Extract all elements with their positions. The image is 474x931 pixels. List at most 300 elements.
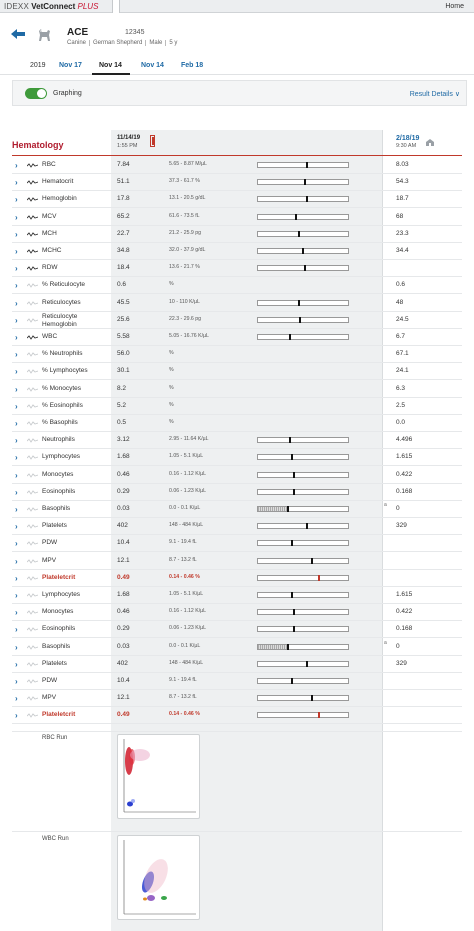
result-row[interactable] (12, 673, 462, 690)
range-bar (257, 558, 349, 564)
trend-sparkline-icon (27, 610, 38, 615)
result-row[interactable] (12, 209, 462, 226)
wbc-scatter-icon (118, 836, 201, 921)
analyte-value: 0.49 (117, 711, 130, 719)
result-row[interactable] (12, 174, 462, 191)
range-bar (257, 196, 349, 202)
result-row[interactable] (12, 363, 462, 380)
analyte-name: Eosinophils (42, 625, 76, 633)
expand-chevron-icon[interactable]: › (15, 642, 18, 652)
result-details-dropdown[interactable]: Result Details ∨ (409, 91, 460, 98)
section-title: Hematology (12, 140, 64, 150)
reference-range: 148 - 484 K/µL (169, 659, 204, 666)
analyte-value: 30.1 (117, 367, 130, 375)
home-link[interactable]: Home (445, 3, 464, 10)
range-bar (257, 523, 349, 529)
reference-range: 13.6 - 21.7 % (169, 264, 200, 271)
tab-nov-14[interactable]: Nov 14 (141, 62, 164, 69)
expand-chevron-icon[interactable]: › (15, 522, 18, 532)
result-row[interactable] (12, 535, 462, 552)
expand-chevron-icon[interactable]: › (15, 264, 18, 274)
previous-value: 34.4 (396, 247, 409, 254)
value-marker (302, 248, 304, 254)
analyte-name: % Basophils (42, 419, 78, 426)
analyte-value: 22.7 (117, 229, 130, 237)
trend-sparkline-icon (27, 627, 38, 632)
analyte-name: PDW (42, 539, 58, 547)
result-row[interactable] (12, 295, 462, 312)
expand-chevron-icon[interactable]: › (15, 178, 18, 188)
wbc-run-plot[interactable] (117, 835, 200, 920)
range-bar (257, 454, 349, 460)
previous-value: 54.3 (396, 178, 409, 186)
trend-sparkline-icon (27, 318, 38, 323)
reference-range: % (169, 401, 174, 408)
result-row[interactable] (12, 329, 462, 346)
expand-chevron-icon[interactable]: › (15, 556, 18, 566)
plot-divider (12, 731, 462, 732)
reference-range: 5.65 - 8.87 M/µL (169, 161, 207, 167)
patient-name: ACE (67, 27, 89, 38)
expand-chevron-icon[interactable]: › (15, 281, 18, 291)
analyte-value: 402 (117, 522, 128, 530)
tab-feb-18[interactable]: Feb 18 (181, 62, 204, 69)
result-row[interactable] (12, 226, 462, 243)
reference-range: % (169, 384, 174, 391)
expand-chevron-icon[interactable]: › (15, 677, 18, 686)
expand-chevron-icon[interactable]: › (15, 711, 18, 721)
expand-chevron-icon[interactable]: › (15, 505, 18, 514)
reference-range: 13.1 - 20.5 g/dL (169, 195, 206, 202)
back-arrow-icon[interactable] (11, 29, 25, 39)
analyte-name: Reticulocytes (42, 298, 81, 306)
analyte-name: Platelets (42, 522, 67, 530)
range-bar (257, 661, 349, 667)
result-row[interactable] (12, 467, 462, 484)
analyte-value: 0.29 (117, 487, 130, 495)
trend-sparkline-icon (27, 197, 38, 202)
trend-sparkline-icon (27, 215, 38, 220)
value-marker (298, 300, 300, 306)
value-marker (291, 454, 293, 460)
trend-sparkline-icon (27, 438, 38, 443)
analyte-value: 1.68 (117, 453, 130, 461)
expand-chevron-icon[interactable]: › (15, 333, 18, 342)
reference-range: 0.16 - 1.12 K/µL (169, 470, 207, 477)
expand-chevron-icon[interactable]: › (15, 470, 18, 480)
rbc-run-label: RBC Run (42, 735, 68, 741)
previous-value: 2.5 (396, 401, 406, 409)
dog-icon (36, 27, 52, 43)
trend-sparkline-icon (27, 404, 38, 409)
previous-value: 68 (396, 212, 404, 220)
reference-range: 37.3 - 61.7 % (169, 178, 200, 185)
trend-sparkline-icon (27, 301, 38, 306)
range-bar (257, 334, 349, 340)
expand-chevron-icon[interactable]: › (15, 212, 18, 222)
expand-chevron-icon[interactable]: › (15, 401, 18, 411)
analyte-name: % Monocytes (42, 384, 82, 392)
trend-sparkline-icon (27, 283, 38, 288)
current-date: 11/14/19 (117, 135, 141, 141)
range-bar (257, 540, 349, 546)
analyte-value: 34.8 (117, 247, 130, 254)
analyte-value: 0.46 (117, 608, 130, 616)
trend-sparkline-icon (27, 541, 38, 546)
result-row[interactable] (12, 690, 462, 707)
graphing-toggle[interactable] (25, 88, 47, 99)
result-row[interactable] (12, 639, 462, 656)
tab-nov-17[interactable]: Nov 17 (59, 62, 82, 69)
reference-range: % (169, 419, 174, 425)
previous-time: 9:30 AM (396, 143, 417, 149)
reference-range: 32.0 - 37.9 g/dL (169, 247, 206, 253)
trend-sparkline-icon (27, 232, 38, 237)
range-bar (257, 575, 349, 581)
patient-breed: German Shepherd (90, 40, 146, 46)
expand-chevron-icon[interactable]: › (15, 539, 18, 549)
graphing-label: Graphing (53, 90, 82, 97)
value-marker (293, 489, 295, 495)
value-marker (293, 626, 295, 632)
analyte-name: Basophils (42, 505, 71, 512)
expand-chevron-icon[interactable]: › (15, 384, 18, 394)
value-marker (304, 179, 306, 185)
analyte-value: 10.4 (117, 539, 130, 547)
previous-value: 0.168 (396, 625, 413, 633)
analyte-name: Neutrophils (42, 436, 75, 444)
value-marker (311, 695, 313, 701)
previous-value: 48 (396, 298, 404, 306)
analyte-value: 65.2 (117, 212, 130, 220)
value-marker (318, 575, 320, 581)
analyte-name: PDW (42, 677, 58, 684)
previous-date[interactable]: 2/18/19 (396, 135, 420, 142)
trend-sparkline-icon (27, 180, 38, 185)
expand-chevron-icon[interactable]: › (15, 247, 18, 256)
trend-sparkline-icon (27, 266, 38, 271)
expand-chevron-icon[interactable]: › (15, 625, 18, 635)
result-row[interactable] (12, 432, 462, 449)
patient-id: 12345 (125, 29, 145, 36)
result-row[interactable] (12, 157, 462, 174)
range-bar (257, 626, 349, 632)
range-bar (257, 179, 349, 185)
reference-range: 148 - 484 K/µL (169, 522, 204, 529)
tab-year-2019[interactable]: 2019 (30, 62, 46, 69)
analyte-name: Plateletcrit (42, 573, 76, 581)
reference-range: 1.05 - 5.1 K/µL (169, 453, 204, 460)
result-flag: a (384, 639, 387, 646)
result-row[interactable] (12, 312, 462, 329)
analyte-name: Reticulocyte Hemoglobin (42, 312, 78, 328)
trend-sparkline-icon (27, 387, 38, 392)
expand-chevron-icon[interactable]: › (15, 419, 18, 428)
analyte-name: Lymphocytes (42, 453, 81, 461)
value-marker (299, 317, 301, 323)
expand-chevron-icon[interactable]: › (15, 453, 18, 463)
result-row[interactable] (12, 398, 462, 415)
rbc-run-plot[interactable] (117, 734, 200, 819)
reference-range: 0.14 - 0.46 % (169, 711, 200, 718)
result-flag: a (384, 502, 387, 508)
analyte-value: 0.03 (117, 642, 130, 650)
value-marker (289, 437, 291, 443)
range-bar (257, 472, 349, 478)
result-row[interactable] (12, 415, 462, 432)
expand-chevron-icon[interactable]: › (15, 591, 18, 600)
analyte-value: 45.5 (117, 298, 130, 306)
tab-nov-14-active[interactable]: Nov 14 (99, 62, 122, 69)
top-bar (0, 0, 474, 13)
expand-chevron-icon[interactable]: › (15, 694, 18, 704)
analyte-name: Hemoglobin (42, 195, 77, 203)
analyte-value: 0.49 (117, 573, 130, 581)
previous-value: 67.1 (396, 350, 409, 358)
toggle-knob (37, 89, 46, 98)
analyte-value: 5.58 (117, 333, 130, 340)
reference-range: 5.05 - 16.76 K/µL (169, 333, 209, 339)
value-marker (298, 231, 300, 237)
value-marker (306, 162, 308, 168)
low-range-hatch (258, 645, 288, 649)
patient-sex: Male (146, 40, 166, 46)
analyte-value: 0.46 (117, 470, 130, 478)
date-tabs (0, 57, 474, 75)
range-bar (257, 317, 349, 323)
rbc-scatter-icon (118, 735, 201, 820)
expand-chevron-icon[interactable]: › (15, 608, 18, 618)
trend-sparkline-icon (27, 507, 38, 512)
analyte-value: 17.8 (117, 195, 130, 203)
analyte-name: MCH (42, 229, 57, 237)
previous-value: 24.5 (396, 315, 409, 323)
analyte-value: 402 (117, 659, 128, 667)
expand-chevron-icon[interactable]: › (15, 487, 18, 497)
reference-range: % (169, 281, 174, 288)
previous-value: 0.422 (396, 470, 413, 478)
reference-range: 10 - 110 K/µL (169, 298, 200, 305)
range-bar (257, 489, 349, 495)
result-row[interactable] (12, 587, 462, 604)
value-marker (306, 523, 308, 529)
expand-chevron-icon[interactable]: › (15, 315, 18, 325)
wbc-run-label: WBC Run (42, 836, 69, 842)
low-range-hatch (258, 507, 288, 511)
analyte-name: Plateletcrit (42, 711, 76, 719)
analyte-value: 12.1 (117, 556, 130, 564)
range-bar (257, 437, 349, 443)
analyte-name: Basophils (42, 642, 71, 650)
result-row[interactable] (12, 621, 462, 638)
range-bar (257, 265, 349, 271)
expand-chevron-icon[interactable]: › (15, 161, 18, 170)
analyte-value: 3.12 (117, 436, 130, 444)
previous-value: 24.1 (396, 367, 409, 375)
result-row[interactable] (12, 553, 462, 570)
patient-species: Canine (67, 40, 90, 46)
previous-value: 0.6 (396, 281, 406, 289)
expand-chevron-icon[interactable]: › (15, 573, 18, 583)
result-row[interactable] (12, 484, 462, 501)
analyte-name: Lymphocytes (42, 591, 81, 598)
analyte-name: % Neutrophils (42, 350, 83, 358)
analyte-name: % Eosinophils (42, 401, 83, 409)
trend-sparkline-icon (27, 576, 38, 581)
value-marker (304, 265, 306, 271)
analyte-name: WBC (42, 333, 58, 340)
analyte-value: 0.29 (117, 625, 130, 633)
previous-value: 6.3 (396, 384, 406, 392)
analyte-value: 0.5 (117, 419, 127, 426)
result-row[interactable] (12, 191, 462, 208)
analyte-value: 10.4 (117, 677, 130, 684)
value-marker (291, 592, 293, 598)
abnormal-flag-icon (150, 135, 155, 147)
result-row[interactable] (12, 604, 462, 621)
result-row[interactable] (12, 381, 462, 398)
range-bar (257, 248, 349, 254)
previous-value: 23.3 (396, 229, 409, 237)
value-marker (306, 661, 308, 667)
analyte-name: Monocytes (42, 608, 74, 616)
previous-value: 4.496 (396, 436, 413, 444)
value-marker (306, 196, 308, 202)
expand-chevron-icon[interactable]: › (15, 436, 18, 446)
range-bar (257, 609, 349, 615)
value-marker (289, 334, 291, 340)
value-marker (291, 678, 293, 684)
analyte-name: Monocytes (42, 470, 74, 478)
trend-sparkline-icon (27, 490, 38, 495)
analyte-value: 18.4 (117, 264, 130, 272)
expand-chevron-icon[interactable]: › (15, 367, 18, 377)
range-bar (257, 592, 349, 598)
analyte-value: 56.0 (117, 350, 130, 358)
reference-range: 0.0 - 0.1 K/µL (169, 505, 201, 511)
analyte-value: 12.1 (117, 694, 130, 702)
reference-range: 0.0 - 0.1 K/µL (169, 642, 201, 649)
expand-chevron-icon[interactable]: › (15, 659, 18, 669)
reference-range: 22.3 - 29.6 pg (169, 315, 202, 322)
compare-icon[interactable] (424, 138, 436, 147)
reference-range: 8.7 - 13.2 fL (169, 694, 197, 701)
result-row[interactable] (12, 346, 462, 363)
result-row[interactable] (12, 277, 462, 294)
reference-range: 1.05 - 5.1 K/µL (169, 591, 204, 597)
analyte-name: MCHC (42, 247, 62, 254)
reference-range: 0.14 - 0.46 % (169, 573, 200, 580)
analyte-name: MCV (42, 212, 57, 220)
expand-chevron-icon[interactable]: › (15, 229, 18, 239)
patient-meta (67, 40, 180, 46)
value-marker (291, 540, 293, 546)
reference-range: 2.95 - 11.64 K/µL (169, 436, 209, 443)
previous-value: 0 (396, 642, 400, 650)
current-time: 1:55 PM (117, 143, 138, 149)
result-row[interactable] (12, 707, 462, 724)
result-row[interactable] (12, 570, 462, 587)
analyte-value: 25.6 (117, 315, 130, 323)
value-marker (295, 214, 297, 220)
result-row[interactable] (12, 243, 462, 260)
analyte-value: 0.6 (117, 281, 127, 289)
previous-value: 0.422 (396, 608, 413, 616)
trend-sparkline-icon (27, 524, 38, 529)
value-marker (287, 506, 289, 512)
reference-range: % (169, 350, 174, 357)
section-divider (12, 155, 462, 156)
trend-sparkline-icon (27, 249, 38, 254)
expand-chevron-icon[interactable]: › (15, 195, 18, 205)
value-marker (293, 472, 295, 478)
expand-chevron-icon[interactable]: › (15, 298, 18, 308)
trend-sparkline-icon (27, 352, 38, 357)
analyte-name: MPV (42, 556, 57, 564)
brand-tab (112, 0, 120, 13)
range-bar (257, 162, 349, 168)
analyte-value: 5.2 (117, 401, 127, 409)
reference-range: 0.16 - 1.12 K/µL (169, 608, 207, 615)
analyte-value: 51.1 (117, 178, 130, 186)
previous-value: 329 (396, 522, 407, 530)
reference-range: 9.1 - 19.4 fL (169, 677, 197, 683)
trend-sparkline-icon (27, 335, 38, 340)
reference-range: % (169, 367, 174, 374)
reference-range: 8.7 - 13.2 fL (169, 556, 197, 563)
analyte-name: MPV (42, 694, 57, 702)
value-marker (318, 712, 320, 718)
result-row[interactable] (12, 449, 462, 466)
analyte-name: Hematocrit (42, 178, 74, 186)
trend-sparkline-icon (27, 473, 38, 478)
trend-sparkline-icon (27, 593, 38, 598)
idexx-vetconnect-logo: IDEXX VetConnect PLUS (4, 2, 99, 11)
plot-divider (12, 831, 462, 832)
value-marker (287, 644, 289, 650)
active-tab-underline (92, 73, 130, 75)
result-row[interactable] (12, 260, 462, 277)
result-row[interactable] (12, 656, 462, 673)
previous-value: 6.7 (396, 333, 406, 340)
previous-value: 0.168 (396, 487, 413, 495)
result-row[interactable] (12, 501, 462, 518)
range-bar (257, 678, 349, 684)
trend-sparkline-icon (27, 679, 38, 684)
analyte-name: % Reticulocyte (42, 281, 85, 289)
value-marker (311, 558, 313, 564)
previous-value: 329 (396, 659, 407, 667)
expand-chevron-icon[interactable]: › (15, 350, 18, 360)
range-bar (257, 712, 349, 718)
trend-sparkline-icon (27, 163, 38, 168)
previous-value: 1.615 (396, 453, 413, 461)
analyte-value: 1.68 (117, 591, 130, 598)
trend-sparkline-icon (27, 645, 38, 650)
analyte-name: Platelets (42, 659, 67, 667)
reference-range: 21.2 - 25.9 pg (169, 229, 202, 236)
analyte-name: RBC (42, 161, 56, 168)
trend-sparkline-icon (27, 369, 38, 374)
trend-sparkline-icon (27, 455, 38, 460)
analyte-name: Eosinophils (42, 487, 76, 495)
reference-range: 0.06 - 1.23 K/µL (169, 625, 207, 632)
reference-range: 0.06 - 1.23 K/µL (169, 487, 207, 494)
analyte-value: 0.03 (117, 505, 130, 512)
range-bar (257, 644, 349, 650)
result-row[interactable] (12, 518, 462, 535)
value-marker (293, 609, 295, 615)
